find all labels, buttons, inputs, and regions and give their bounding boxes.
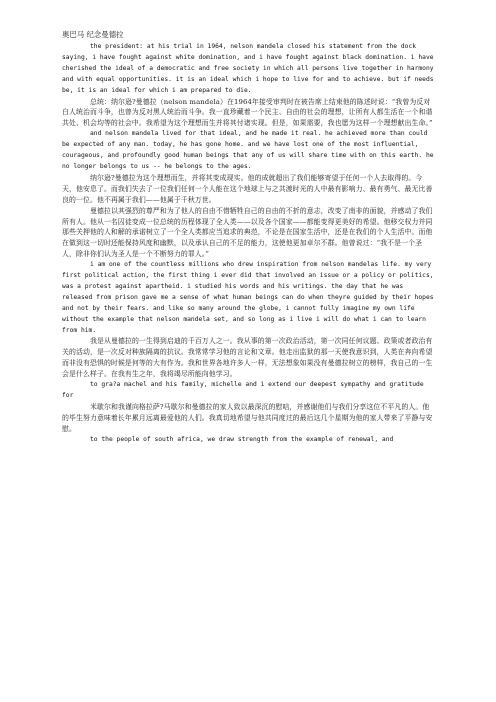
paragraph-en-1: the president: at his trial in 1964, nelson mandela closed his statement from the dock saying, i have fought against white domination, and i have fought against black domination. i have cherished the ideal of a democratic and free society in which all persons live together in harmony and with equal opportunities. it is an ideal which i hope to live for and to achieve. but if needs be, it is an ideal for which i am prepared to die. bbox=[62, 43, 434, 94]
document-body bbox=[62, 30, 436, 446]
paragraph-en-5: to the people of south africa, we draw strength from the example of renewal, and bbox=[90, 435, 394, 443]
paragraph-en-3: i am one of the countless millions who drew inspiration from nelson mandelas life. my very first political action, the first thing i ever did that involved an issue or a policy or politics, was a protest against apartheid. i studied his words and his writings. the day that he was released from prison gave me a sense of what human beings can do when theyre guided by their hopes and not by their fears. and like so many around the globe, i cannot fully imagine my own life without the example that nelson mandela set, and so long as i live i will do what i can to learn from him. bbox=[62, 261, 434, 334]
paragraph-zh-2: 纳尔逊?曼德拉为这个理想而生，并将其变成现实。他的成就超出了我们能够寄望于任何一个人去取得的。今天，他安息了。而我们失去了一位我们任何一个人能在这个地球上与之共渡时光的人中最有影响力、最有勇气、最无比善良的一位。他不再属于我们——他属于千秋万世。 bbox=[62, 173, 433, 204]
paragraph-en-4: to gra?a machel and his family, michelle and i extend our deepest sympathy and gratitude for bbox=[62, 381, 424, 399]
paragraph-en-2: and nelson mandela lived for that ideal, and he made it real. he achieved more than could be expected of any man. today, he has gone home. and we have lost one of the most influential, courageous, and profoundly good human beings that any of us will share time with on this earth. he no longer belongs to us -- he belongs to the ages. bbox=[62, 130, 434, 170]
paragraph-zh-4: 我是从曼德拉的一生得到启迪的千百万人之一。我从事的第一次政治活动，第一次同任何议题、政策或者政治有关的活动，是一次反对种族隔离的抗议。我常常学习他的言论和文章。他走出监狱的那一天使我意识到，人类在奔向希望而非没有恐惧的时候是何等的大有作为。我和世界各地许多人一样，无法想象如果没有曼德拉树立的榜样，我自己的一生会是什么样子。在我有生之年，我将竭尽所能向他学习。 bbox=[62, 337, 433, 379]
document-title: 奥巴马 纪念曼德拉 bbox=[62, 30, 124, 39]
paragraph-zh-5: 米歇尔和我谨向格拉萨?马歇尔和曼德拉的家人致以最深沉的慰唁，并感谢他们与我们分享这位不平凡的人。他的毕生努力意味着长年累月远离最爱他的人们。我真切地希望与他共同度过的最后这几个星期为他的家人带来了平静与安慰。 bbox=[62, 402, 433, 433]
paragraph-zh-3: 曼德拉以其强烈的尊严和为了他人的自由不惜牺牲自己的自由的不折的意志，改变了南非的面貌，并感动了我们所有人。他从一名囚徒变成一位总统的历程体现了全人类——以及各个国家——都能变得更美好的希望。他移交权力并同那些关押他的人和解的承诺树立了一个全人类都应当追求的典范，不论是在国家生活中，还是在我们的个人生活中。而他在做到这一切时还能保持风度和幽默，以及承认自己的不足的能力，这使他更加卓尔不群。他曾说过：“我不是一个圣人，除非你们认为圣人是一个不断努力的罪人。” bbox=[62, 206, 433, 259]
paragraph-zh-1: 总统：纳尔逊?曼德拉（nelson mandela）在1964年接受审判时在被告席上结束他的陈述时说：“我曾为反对白人统治而斗争，也曾为反对黑人统治而斗争。我一直珍藏着一个民主、自由的社会的理想，让所有人都生活在一个和谐共处、机会均等的社会中。我希望为这个理想而生并将其付诸实现。但是，如果需要，我也愿为这样一个理想献出生命。” bbox=[62, 97, 433, 128]
